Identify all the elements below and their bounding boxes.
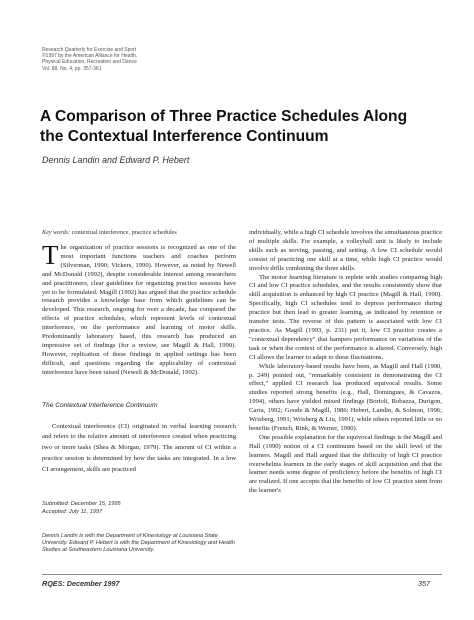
accepted-date: Accepted: July 11, 1997 — [42, 508, 103, 515]
title-line-1: A Comparison of Three Practice Schedules Along — [40, 108, 408, 125]
section-heading: The Contextual Interference Continuum — [42, 402, 158, 409]
journal-header — [42, 47, 272, 72]
submission-dates — [42, 501, 121, 516]
col2-paragraph-4: One possible explanation for the equivocal findings is the Magill and Hall (1990) notion of a CI continuum based on the skill level of the learners. Magill and Hall argued that the difficulty of high CI practice overwhelms learners in the early stages of skill acquisition and that the learner needs some degree of proficiency before the benefits of high CI are realized. If one accepts that the benefits of low CI practice stem from the learner's — [249, 433, 442, 495]
authors: Dennis Landin and Edward P. Hebert — [42, 155, 190, 165]
section-paragraph — [42, 415, 236, 482]
copyright-line: ©1997 by the American Alliance for Health, — [42, 53, 138, 60]
author-affiliation: Dennis Landin is with the Department of Kinesiology at Louisiana State University. Edward P. Hebert is with the Department of Kinesiology and Health Studies at Southeastern Louisiana University. — [42, 533, 235, 554]
intro-text: he organization of practice sessions is recognized as one of the most important functions teachers and coaches perform (Silverman, 1990; Vickers, 1990). However, as noted by Newell and McDonald (1992), despite considerable interest among researchers and practitioners, clear guidelines for organizing practice sessions have yet to be formulated. Magill (1992) has argued that the practice schedule research provides a knowledge base from which guidelines can be developed. This research, ongoing for over a decade, has compared the effects of practice schedules, which represent levels of contextual interference, on the performance and learning of motor skills. Predominantly laboratory based, this research has produced an impressive set of findings (for a review, see Magill & Hall, 1990). However, replication of these findings in applied settings has been difficult, and questions regarding the applicability of contextual interference have been raised (Newell & McDonald, 1992). — [42, 244, 236, 376]
submitted-date: Submitted: December 15, 1995 — [42, 501, 121, 507]
footer-journal: RQES: December 1997 — [42, 579, 120, 588]
keywords-label: Key words: — [42, 229, 71, 236]
footer-divider — [42, 574, 442, 575]
article-title — [40, 107, 440, 147]
col2-paragraph-1: individually, while a high CI schedule involves the simultaneous practice of multiple skills. For example, a volleyball unit is likely to include skills such as serving, passing, and setting. A low CI schedule would consist of practicing one skill at a time, while high CI practice would involve drills combining the three skills. — [249, 229, 442, 272]
intro-paragraph — [42, 240, 236, 378]
drop-cap: T — [42, 240, 59, 270]
section-text: Contextual interference (CI) originated in verbal learning research and refers to the relative amount of interference created when practicing two or more tasks (Shea & Morgan, 1979). The amount of CI within a practice session is determined by how the tasks are integrated. In a low CI arrangement, skills are practiced — [42, 422, 236, 473]
volume-line: Vol. 68, No. 4, pp. 357-361 — [42, 65, 102, 72]
title-line-2: the Contextual Interference Continuum — [40, 128, 329, 145]
page-number: 357 — [418, 579, 430, 588]
keywords-text: contextual interference, practice schedules — [70, 229, 177, 236]
col2-paragraph-2: The motor learning literature is replete with studies comparing high CI and low CI practice schedules, and the results consistently show that skill acquisition is enhanced by high CI practice (Magill & Hall, 1990). Specifically, high CI schedules tend to depress performance during practice but then lead to greater learning, as indicated by retention or transfer tests. The reverse of this pattern is associated with low CI practice. As Magill (1993, p. 231) put it, low CI practice creates a "contextual dependency" that hampers performance on variations of the task or when the context of the performance is altered. Conversely, high CI allows the learner to adapt to these fluctuations. — [249, 273, 442, 361]
right-column — [249, 229, 442, 496]
keywords — [42, 229, 242, 236]
publisher-line: Physical Education, Recreation and Dance — [42, 59, 137, 66]
col2-paragraph-3: While laboratory-based results have been, as Magill and Hall (1990, p. 249) pointed out, "remarkably consistent in demonstrating the CI effect," applied CI research has produced equivocal results. Some studies reported strong benefits (e.g., Hall, Domingues, & Cavazos, 1994), others have yielded mixed findings (Bortoli, Robazza, Durigon, Carra, 1992; Goode & Magill, 1986; Hebert, Landin, & Solmon, 1996; Wrisberg, 1991; Wrisberg & Liu, 1991), while others reported little or no benefits (French, Rink, & Werner, 1990). — [249, 362, 442, 432]
journal-name: Research Quarterly for Exercise and Sport — [42, 47, 137, 53]
